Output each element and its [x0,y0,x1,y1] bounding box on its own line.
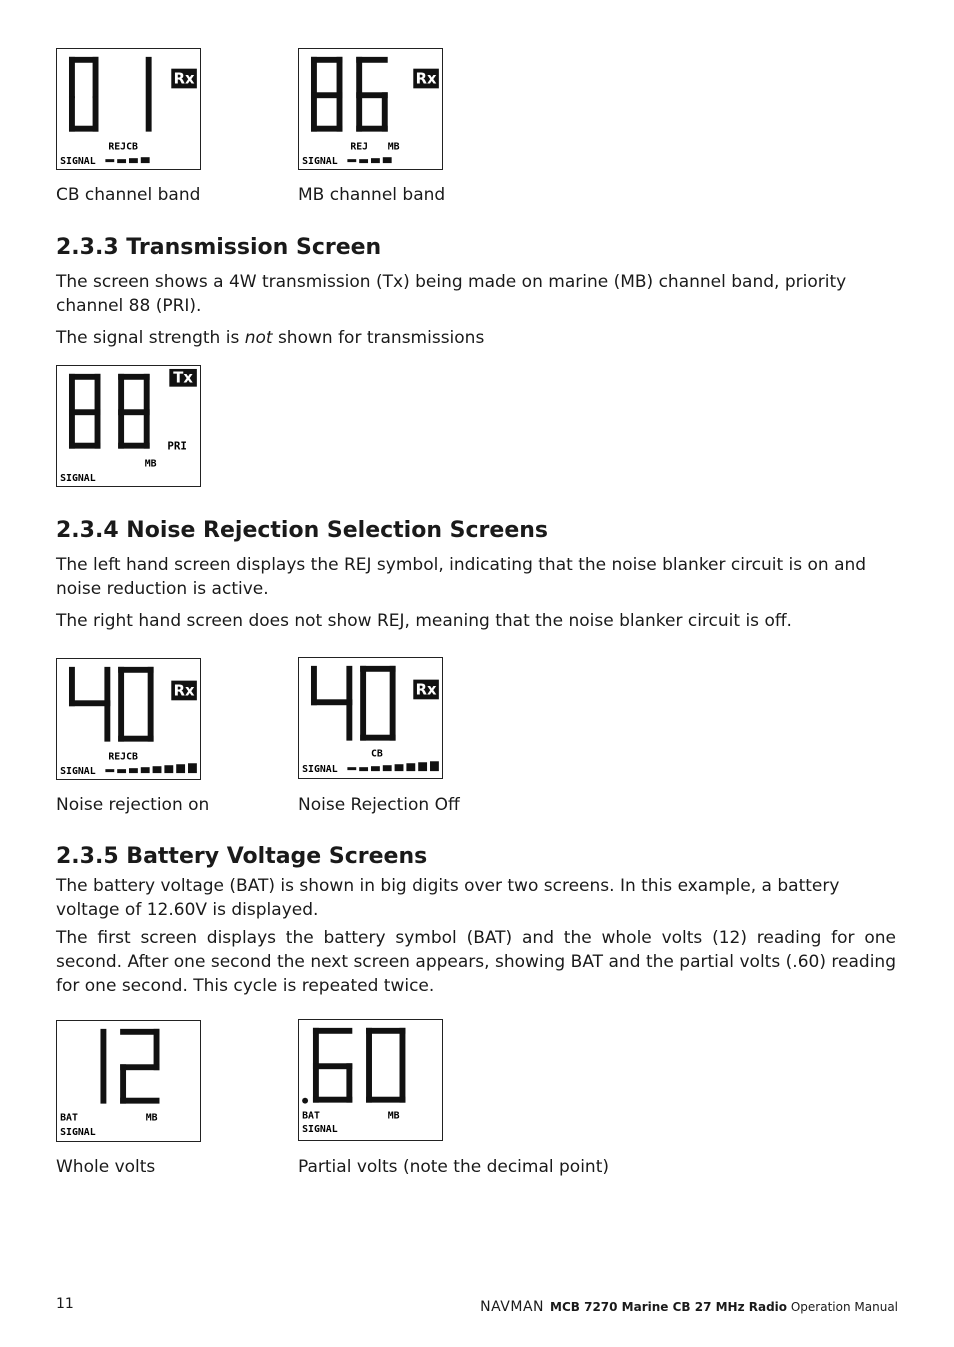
lcd-label-mb: MB [144,458,157,470]
footer-model: MCB 7270 Marine CB 27 MHz Radio [550,1300,788,1314]
signal-bars [105,763,196,773]
signal-bars [347,157,391,163]
tx-indicator: Tx [173,369,193,387]
section-heading-transmission: 2.3.3 Transmission Screen [56,235,382,260]
signal-bars [347,761,438,771]
signal-label: SIGNAL [60,156,96,168]
brand-logo-text: NAVMAN [480,1299,545,1315]
rx-indicator: Rx [173,682,195,700]
lcd-label-mb: MB [387,141,400,153]
paragraph-battery-2: The first screen displays the battery symbol (BAT) and the whole volts (12) reading for one second. After one second the next screen appears, showing BAT and the partial volts (.60) reading for one second. This cycle is repeated twice. [56,928,896,996]
signal-label: SIGNAL [302,764,338,776]
signal-label: SIGNAL [60,766,96,778]
lcd-screen-partial-volts [298,1019,443,1141]
caption-rejection-on: Noise rejection on [56,795,210,815]
big-digits-40 [69,667,154,742]
signal-label: SIGNAL [60,473,96,485]
footer-title [480,1299,898,1315]
lcd-label-rejcb: REJCB [108,141,138,153]
lcd-label-mb: MB [387,1110,400,1122]
signal-label: SIGNAL [302,156,338,168]
big-digits-88 [69,374,150,449]
footer-manual: Operation Manual [787,1300,898,1314]
paragraph-noise-1: The left hand screen displays the REJ symbol, indicating that the noise blanker circuit is on and noise reduction is active. [56,555,867,599]
rx-indicator: Rx [173,70,195,88]
signal-bars [105,157,149,163]
lcd-label-bat: BAT [302,1110,320,1122]
big-digits-40 [311,666,396,741]
big-digits-01 [69,57,152,132]
caption-cb-band: CB channel band [56,185,201,205]
lcd-screen-rejection-off [298,657,443,779]
page-number: 11 [56,1296,74,1312]
lcd-screen-whole-volts [56,1020,201,1142]
lcd-screen-rejection-on [56,658,201,780]
lcd-label-rej: REJ [350,141,369,153]
paragraph-battery-1: The battery voltage (BAT) is shown in big digits over two screens. In this example, a battery voltage of 12.60V is displayed. [56,876,840,920]
caption-rejection-off: Noise Rejection Off [298,795,460,815]
lcd-label-rejcb: REJCB [108,751,138,763]
lcd-screen-mb-band [298,48,443,170]
emphasis-not: not [244,328,273,348]
caption-whole-volts: Whole volts [56,1157,156,1177]
paragraph-noise-2: The right hand screen does not show REJ, meaning that the noise blanker circuit is off. [56,611,792,631]
lcd-label-mb: MB [145,1112,158,1124]
caption-mb-band: MB channel band [298,185,446,205]
lcd-display-rej-on [57,659,200,779]
lcd-display-partial [299,1020,442,1140]
lcd-display-mb [299,49,442,169]
big-digits-60 [313,1028,405,1103]
paragraph-transmission-1: The screen shows a 4W transmission (Tx) being made on marine (MB) channel band, priority channel 88 (PRI). [56,272,847,316]
paragraph-transmission-2 [56,326,896,350]
lcd-screen-cb-band [56,48,201,170]
lcd-display-tx [57,366,200,486]
lcd-display-rej-off [299,658,442,778]
rx-indicator: Rx [415,70,437,88]
caption-partial-volts: Partial volts (note the decimal point) [298,1157,609,1177]
rx-indicator: Rx [415,681,437,699]
lcd-display-whole [57,1021,200,1141]
lcd-label-bat: BAT [60,1112,78,1124]
decimal-point [302,1098,308,1104]
text-fragment: shown for transmissions [272,328,485,348]
big-digits-12 [100,1029,159,1104]
lcd-label-pri: PRI [167,439,187,453]
lcd-label-cb: CB [370,748,383,760]
section-heading-noise-rejection: 2.3.4 Noise Rejection Selection Screens [56,518,548,543]
section-heading-battery: 2.3.5 Battery Voltage Screens [56,844,428,869]
signal-label: SIGNAL [60,1127,96,1139]
big-digits-86 [311,57,388,132]
lcd-display-cb [57,49,200,169]
signal-label: SIGNAL [302,1124,338,1136]
lcd-screen-transmission [56,365,201,487]
text-fragment: The signal strength is [56,328,245,348]
